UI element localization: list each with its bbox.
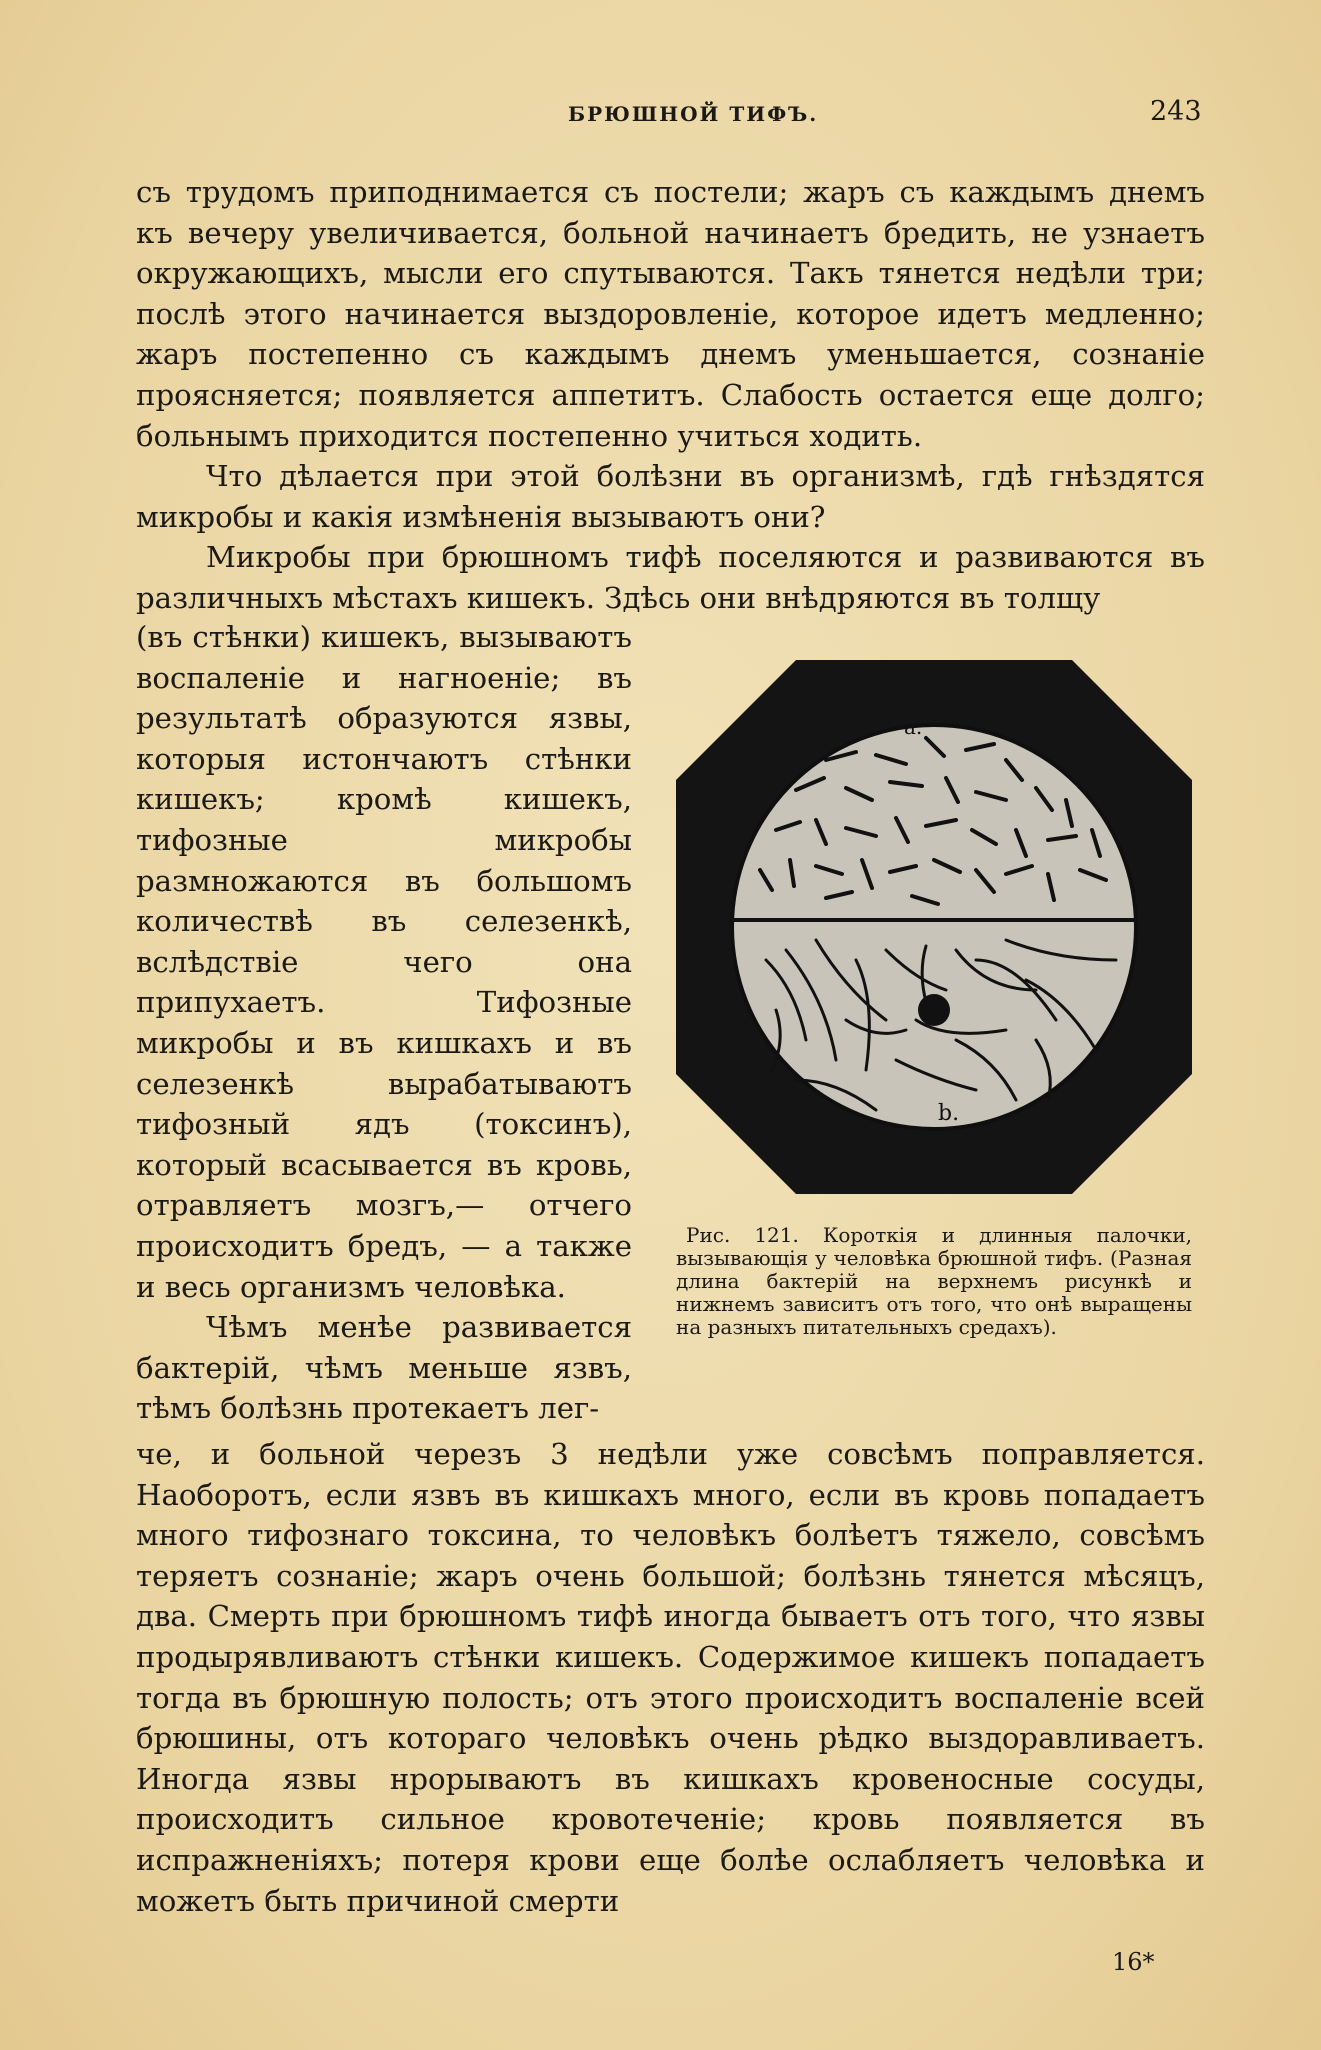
- running-title: БРЮШНОЙ ТИФЪ.: [568, 102, 819, 126]
- microscope-field: [732, 725, 1136, 1129]
- paragraph-2: Что дѣлается при этой болѣзни въ организмѣ, гдѣ гнѣздятся микробы и какія измѣненія вызываютъ они?: [136, 459, 1205, 534]
- paragraph-4: Чѣмъ менѣе развивается бактерій, чѣмъ меньше язвъ, тѣмъ болѣзнь протекаетъ лег-: [136, 1310, 632, 1426]
- paragraph-4-continued: че, и больной черезъ 3 недѣли уже совсѣмъ поправляется. Наоборотъ, если язвъ въ кишкахъ много, если въ кровь попадаетъ много тифознаго токсина, то человѣкъ болѣетъ тяжело, совсѣмъ теряетъ сознаніе; жаръ очень большой; болѣзнь тянется мѣсяцъ, два. Смерть при брюшномъ тифѣ иногда бываетъ отъ того, что язвы продырявливаютъ стѣнки кишекъ. Содержимое кишекъ попадаетъ тогда въ брюшную полость; отъ этого происходитъ воспаленіе всей брюшины, отъ котораго человѣкъ очень рѣдко выздоравливаетъ. Иногда язвы нрорываютъ въ кишкахъ кровеносные сосуды, происходитъ сильное кровотеченіе; кровь появляется въ испражненіяхъ; потеря крови еще болѣе ослабляетъ человѣка и можетъ быть причиной смерти: [136, 1437, 1205, 1918]
- body-text-wrap: [136, 617, 632, 1429]
- page-number: 243: [1150, 96, 1202, 127]
- label-b: b.: [938, 1101, 960, 1126]
- body-text-top: [136, 172, 1205, 619]
- paragraph-3-continued: (въ стѣнки) кишекъ, вызываютъ воспаленіе и нагноеніе; въ результатѣ образуются язвы, которыя истончаютъ стѣнки кишекъ; кромѣ кишекъ, тифозные микробы размножаются въ большомъ количествѣ въ селезенкѣ, вслѣдствіе чего она припухаетъ. Тифозные микробы и въ кишкахъ и въ селезенкѣ вырабатываютъ тифозный ядъ (токсинъ), который всасывается въ кровь, отравляетъ мозгъ,— отчего происходитъ бредъ, — а также и весь организмъ человѣка.: [136, 620, 632, 1304]
- page-header: [0, 96, 1321, 136]
- microscope-plate-image: [676, 660, 1192, 1194]
- figure-caption: Рис. 121. Короткія и длинныя палочки, вызывающія у человѣка брюшной тифъ. (Разная длина бактерій на верхнемъ рисункѣ и нижнемъ зависитъ отъ того, что онѣ выращены на разныхъ питательныхъ средахъ).: [676, 1223, 1192, 1339]
- paragraph-1: съ трудомъ приподнимается съ постели; жаръ съ каждымъ днемъ къ вечеру увеличивается, больной начинаетъ бредить, не узнаетъ окружающихъ, мысли его спутываются. Такъ тянется недѣли три; послѣ этого начинается выздоровленіе, которое идетъ медленно; жаръ постепенно съ каждымъ днемъ уменьшается, сознаніе проясняется; появляется аппетитъ. Слабость остается еще долго; больнымъ приходится постепенно учиться ходить.: [136, 175, 1205, 453]
- paragraph-3: Микробы при брюшномъ тифѣ поселяются и развиваются въ различныхъ мѣстахъ кишекъ. Здѣсь они внѣдряются въ толщу: [136, 540, 1205, 615]
- body-text-bottom: [136, 1434, 1205, 1921]
- bacilli-cluster: [918, 994, 950, 1026]
- label-a: a.: [904, 715, 923, 739]
- signature-mark: 16*: [1112, 1948, 1155, 1976]
- figure-121: [676, 660, 1194, 1339]
